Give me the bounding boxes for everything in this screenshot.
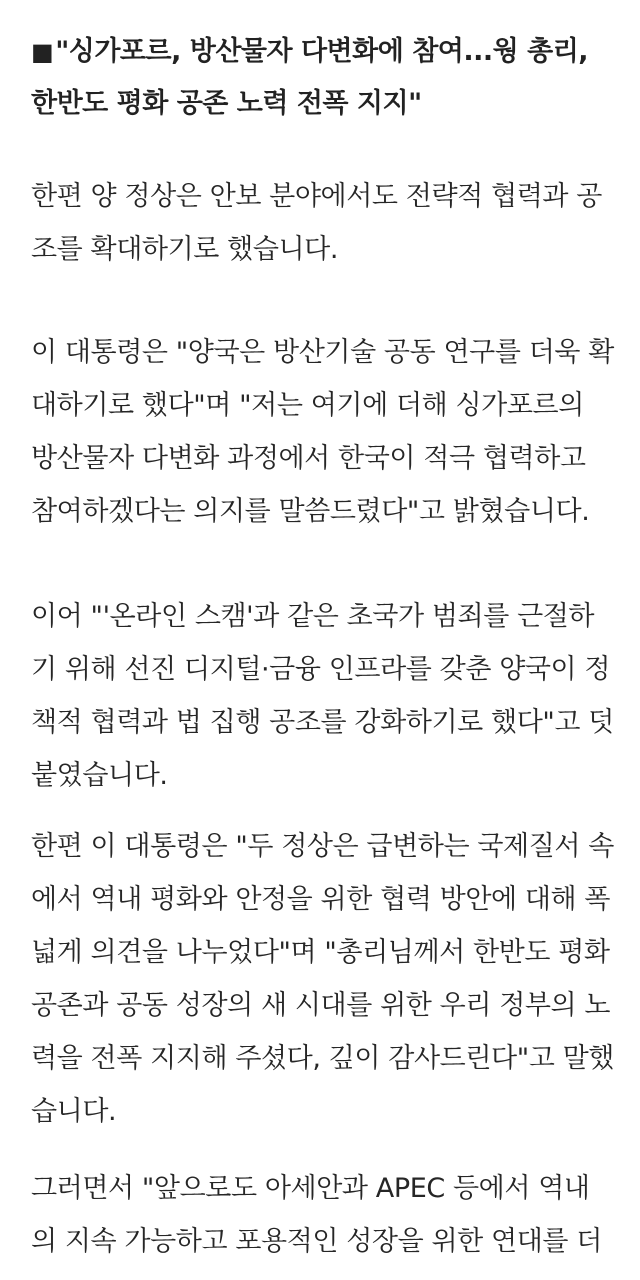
paragraph-line: 습니다. — [31, 1096, 117, 1127]
article-body — [31, 0, 621, 1257]
paragraph-line: 한편 이 대통령은 "두 정상은 급변하는 국제질서 속 — [31, 831, 614, 862]
paragraph-regional-peace — [31, 820, 614, 1138]
paragraph-line: 넓게 의견을 나누었다"며 "총리님께서 한반도 평화 — [31, 937, 610, 968]
paragraph-line: 에서 역내 평화와 안정을 위한 협력 방안에 대해 폭 — [31, 884, 611, 915]
paragraph-line: 이어 "'온라인 스캠'과 같은 초국가 범죄를 근절하 — [31, 601, 595, 632]
paragraph-line: 이 대통령은 "양국은 방산기술 공동 연구를 더욱 확 — [31, 337, 614, 368]
article-subheading — [31, 0, 621, 129]
paragraph-line: 공존과 공동 성장의 새 시대를 위한 우리 정부의 노 — [31, 990, 611, 1021]
paragraph-line: 대하기로 했다"며 "저는 여기에 더해 싱가포르의 — [31, 390, 584, 421]
subheading-line — [31, 26, 621, 78]
paragraph-line: 방산물자 다변화 과정에서 한국이 적극 협력하고 — [31, 443, 586, 474]
paragraph-online-scam — [31, 590, 614, 802]
paragraph-line: 책적 협력과 법 집행 공조를 강화하기로 했다"고 덧 — [31, 707, 614, 738]
paragraph-security-cooperation — [31, 170, 602, 276]
paragraph-line: 조를 확대하기로 했습니다. — [31, 234, 339, 265]
paragraph-asean-apec — [31, 1162, 602, 1268]
paragraph-line: 력을 전폭 지지해 주셨다, 깊이 감사드린다"고 말했 — [31, 1043, 614, 1074]
paragraph-line: 그러면서 "앞으로도 아세안과 APEC 등에서 역내 — [31, 1173, 590, 1204]
square-bullet-icon: ■ — [31, 38, 54, 66]
paragraph-line: 한편 양 정상은 안보 분야에서도 전략적 협력과 공 — [31, 181, 602, 212]
paragraph-defense-technology — [31, 326, 614, 538]
subheading-text: "싱가포르, 방산물자 다변화에 참여...웡 총리, — [55, 36, 589, 67]
paragraph-line: 의 지속 가능하고 포용적인 성장을 위한 연대를 더 — [31, 1226, 602, 1257]
paragraph-line: 붙였습니다. — [31, 760, 168, 791]
paragraph-line: 참여하겠다는 의지를 말씀드렸다"고 밝혔습니다. — [31, 496, 590, 527]
subheading-line: 한반도 평화 공존 노력 전폭 지지" — [31, 88, 422, 119]
paragraph-line: 기 위해 선진 디지털·금융 인프라를 갖춘 양국이 정 — [31, 654, 611, 685]
